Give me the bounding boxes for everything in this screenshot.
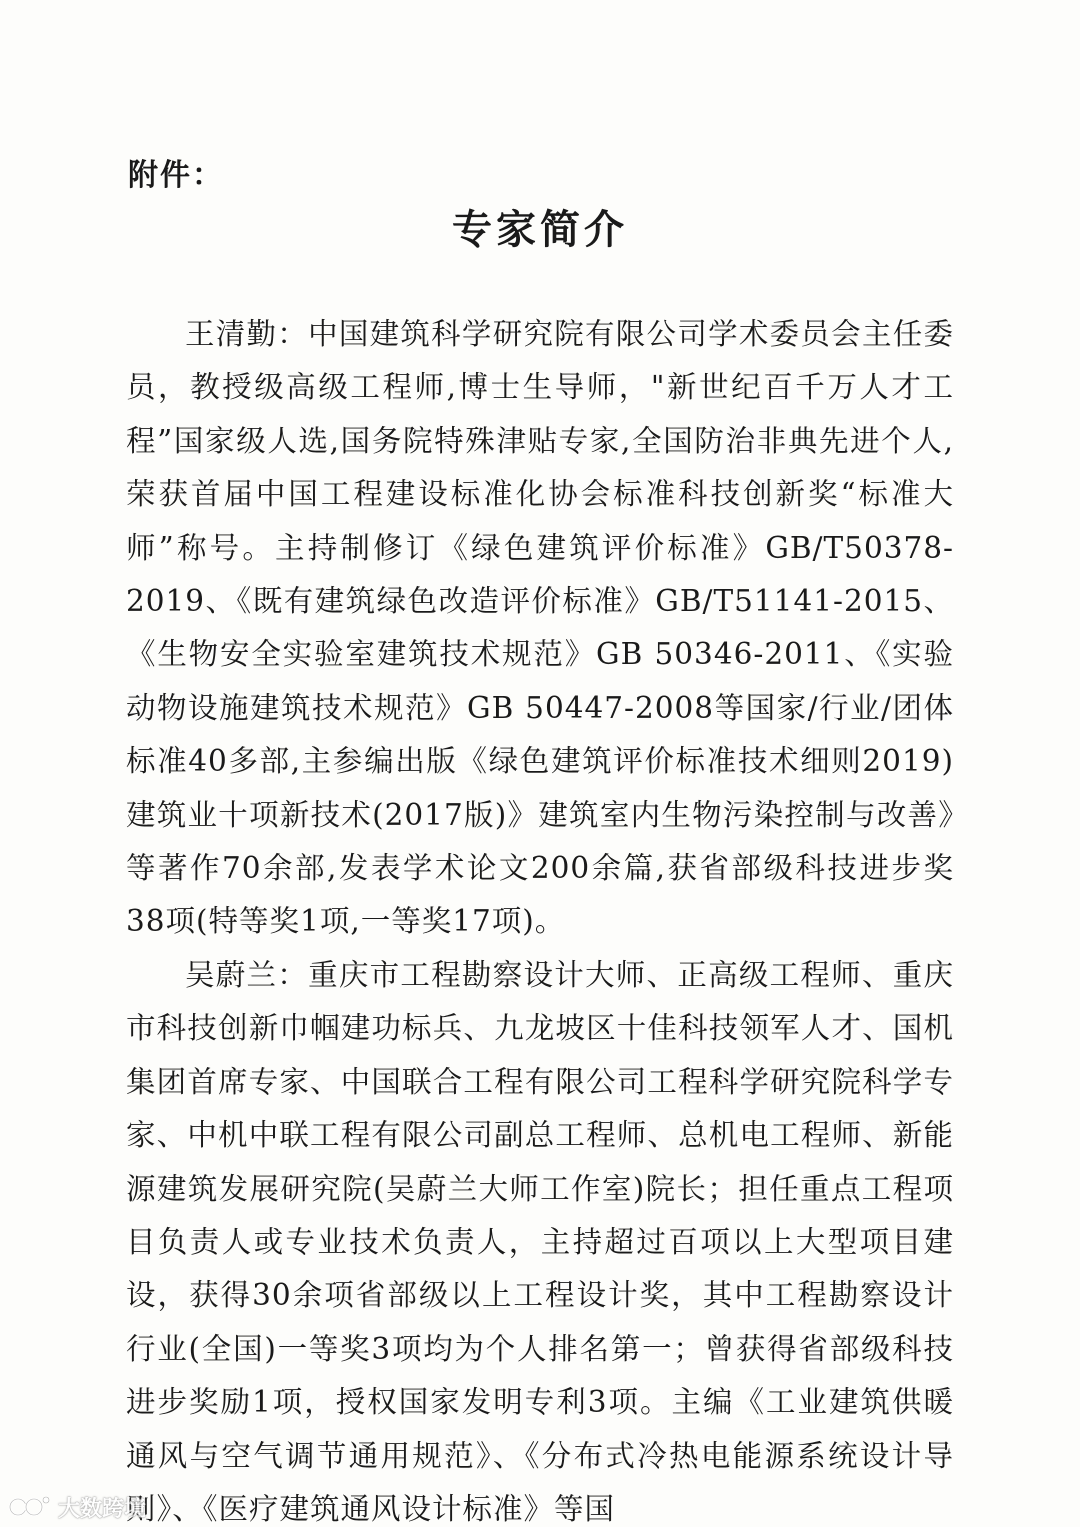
attachment-label: 附件： <box>128 158 224 193</box>
page-title: 专家简介 <box>452 206 628 253</box>
watermark-text: 大数跨境 <box>58 1496 147 1522</box>
dashuju-logo-icon <box>8 1494 52 1520</box>
expert-list <box>126 308 954 1536</box>
expert-paragraph: 吴蔚兰：重庆市工程勘察设计大师、正高级工程师、重庆市科技创新巾帼建功标兵、九龙坡区十佳科技领军人才、国机集团首席专家、中国联合工程有限公司工程科学研究院科学专家、中机中联工程有限公司副总工程师、总机电工程师、新能源建筑发展研究院(吴蔚兰大师工作室)院长；担任重点工程项目负责人或专业技术负责人，主持超过百项以上大型项目建设，获得30余项省部级以上工程设计奖，其中工程勘察设计行业(全国)一等奖3项均为个人排名第一；曾获得省部级科技进步奖励1项，授权国家发明专利3项。主编《工业建筑供暖通风与空气调节通用规范》、《分布式冷热电能源系统设计导则》、《医疗建筑通风设计标准》等国 <box>126 957 954 1526</box>
expert-paragraph: 王清勤：中国建筑科学研究院有限公司学术委员会主任委员，教授级高级工程师,博士生导师，"新世纪百千万人才工程”国家级人选,国务院特殊津贴专家,全国防治非典先进个人,荣获首届中国工程建设标准化协会标准科技创新奖“标准大师”称号。主持制修订《绿色建筑评价标准》GB/T50378-2019、《既有建筑绿色改造评价标准》GB/T51141-2015、《生物安全实验室建筑技术规范》GB 50346-2011、《实验动物设施建筑技术规范》GB 50447-2008等国家/行业/团体标准40多部,主参编出版《绿色建筑评价标准技术细则2019)建筑业十项新技术(2017版)》建筑室内生物污染控制与改善》等著作70余部,发表学术论文200余篇,获省部级科技进步奖38项(特等奖1项,一等奖17项)。 <box>126 317 954 939</box>
watermark <box>8 1490 146 1524</box>
